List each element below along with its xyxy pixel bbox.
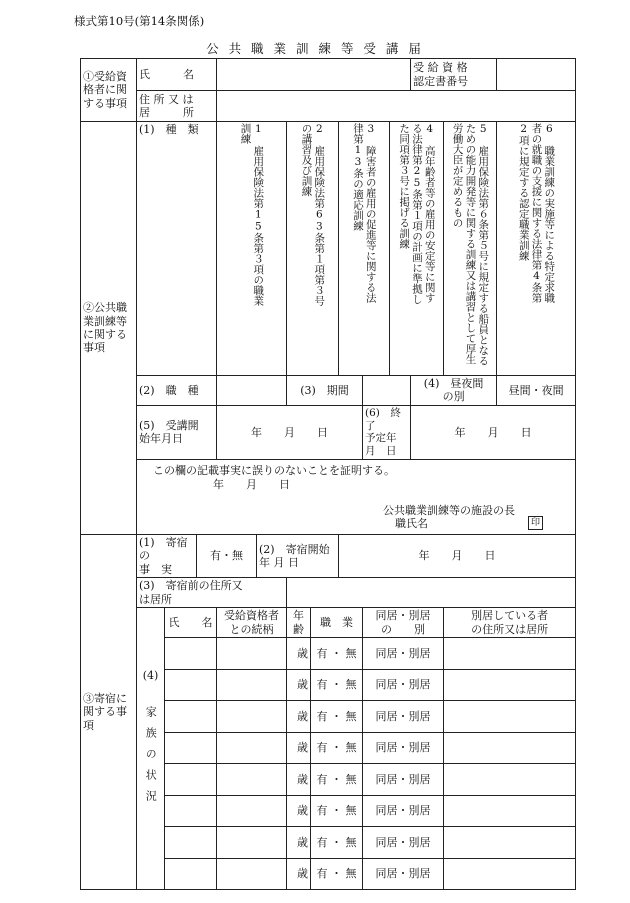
family-job-cell[interactable]: 有 ・ 無	[311, 795, 363, 827]
period-field[interactable]	[363, 376, 411, 406]
seal-stamp: 印	[528, 516, 543, 530]
lodging-fact-label: (1) 寄宿の 事 実	[137, 535, 197, 578]
family-name-cell[interactable]	[165, 764, 217, 796]
family-address-cell[interactable]	[444, 638, 576, 670]
family-job-cell[interactable]: 有 ・ 無	[311, 827, 363, 859]
header-relationship: 受給資格者 との続柄	[217, 608, 287, 638]
training-type-3[interactable]	[339, 122, 390, 376]
family-relation-cell[interactable]	[217, 827, 287, 859]
family-name-cell[interactable]	[165, 669, 217, 701]
period-label: (3) 期間	[287, 376, 363, 406]
form-number: 様式第10号(第14条関係)	[74, 14, 205, 28]
section2-label: ②公共職業訓練等に関する事項	[81, 122, 137, 535]
family-age-cell[interactable]: 歳	[287, 827, 311, 859]
family-address-cell[interactable]	[444, 827, 576, 859]
family-address-cell[interactable]	[444, 732, 576, 764]
certification-box	[137, 460, 576, 535]
family-job-cell[interactable]: 有 ・ 無	[311, 858, 363, 890]
header-separate-address: 別居している者 の住所又は居所	[444, 608, 576, 638]
training-type-label: (1) 種 類	[137, 122, 217, 376]
lodging-start-label: (2) 寄宿開始 年 月 日	[257, 535, 339, 578]
family-job-cell[interactable]: 有 ・ 無	[311, 701, 363, 733]
training-type-4[interactable]	[390, 122, 444, 376]
family-address-cell[interactable]	[444, 701, 576, 733]
family-relation-cell[interactable]	[217, 669, 287, 701]
family-address-cell[interactable]	[444, 764, 576, 796]
family-relation-cell[interactable]	[217, 732, 287, 764]
cert-number-field[interactable]	[497, 59, 576, 91]
prev-address-label: (3) 寄宿前の住所又 は居所	[137, 578, 287, 608]
certification-text: この欄の記載事実に誤りのないことを証明する。	[153, 464, 395, 477]
family-cohabitation-cell[interactable]: 同居・別居	[363, 701, 444, 733]
family-age-cell[interactable]: 歳	[287, 669, 311, 701]
family-name-cell[interactable]	[165, 732, 217, 764]
family-name-cell[interactable]	[165, 827, 217, 859]
header-age: 年齢	[287, 608, 311, 638]
training-type-1-text: 1 雇用保険法第15条第３項の職業訓練	[239, 123, 265, 306]
family-cohabitation-cell[interactable]: 同居・別居	[363, 732, 444, 764]
occupation-label: (2) 職 種	[137, 376, 217, 406]
family-status-number: (4)	[142, 668, 159, 682]
family-job-cell[interactable]: 有 ・ 無	[311, 732, 363, 764]
family-job-cell[interactable]: 有 ・ 無	[311, 669, 363, 701]
document-title: 公 共 職 業 訓 練 等 受 講 届	[206, 41, 424, 56]
prev-address-field[interactable]	[287, 578, 576, 608]
family-name-cell[interactable]	[165, 701, 217, 733]
family-cohabitation-cell[interactable]: 同居・別居	[363, 669, 444, 701]
family-age-cell[interactable]: 歳	[287, 732, 311, 764]
training-type-1[interactable]	[217, 122, 287, 376]
family-cohabitation-cell[interactable]: 同居・別居	[363, 795, 444, 827]
training-type-2[interactable]	[287, 122, 339, 376]
certification-date: 年 月 日	[213, 478, 290, 491]
header-job: 職 業	[311, 608, 363, 638]
header-cohabitation: 同居・別居 の 別	[363, 608, 444, 638]
application-form-table	[80, 58, 576, 890]
day-night-label: (4) 昼夜間 の別	[411, 376, 497, 406]
training-type-4-text: 4 高年齢者等の雇用の安定等に関する法律第25条第１項の計画に準拠した同項第３号に掲げる訓練	[398, 123, 436, 305]
training-type-2-text: 2 雇用保険法第63条第１項第３号の講習及び訓練	[300, 123, 326, 306]
family-age-cell[interactable]: 歳	[287, 795, 311, 827]
family-age-cell[interactable]: 歳	[287, 858, 311, 890]
family-cohabitation-cell[interactable]: 同居・別居	[363, 827, 444, 859]
family-cohabitation-cell[interactable]: 同居・別居	[363, 858, 444, 890]
family-name-cell[interactable]	[165, 795, 217, 827]
family-job-cell[interactable]: 有 ・ 無	[311, 638, 363, 670]
family-age-cell[interactable]: 歳	[287, 701, 311, 733]
lodging-start-date[interactable]: 年 月 日	[339, 535, 576, 578]
family-cohabitation-cell[interactable]: 同居・別居	[363, 638, 444, 670]
end-date-field[interactable]: 年 月 日	[411, 405, 576, 459]
family-age-cell[interactable]: 歳	[287, 638, 311, 670]
lodging-fact-value[interactable]: 有・無	[197, 535, 257, 578]
address-field[interactable]	[217, 91, 576, 122]
family-address-cell[interactable]	[444, 795, 576, 827]
family-age-cell[interactable]: 歳	[287, 764, 311, 796]
occupation-field[interactable]	[217, 376, 287, 406]
training-type-5[interactable]	[444, 122, 497, 376]
name-field[interactable]	[217, 59, 411, 91]
family-address-cell[interactable]	[444, 669, 576, 701]
family-name-cell[interactable]	[165, 858, 217, 890]
family-cohabitation-cell[interactable]: 同居・別居	[363, 764, 444, 796]
section1-label: ①受給資格者に関する事項	[81, 59, 137, 122]
training-type-5-text: 5 雇用保険法第６条第５号に規定する船員となるための能力開発等に関する訓練又は講習として厚生労働大臣が定めるもの	[451, 123, 490, 366]
family-name-cell[interactable]	[165, 638, 217, 670]
training-type-6[interactable]	[497, 122, 576, 376]
family-relation-cell[interactable]	[217, 701, 287, 733]
training-type-6-text: 6 職業訓練の実施等による特定求職者の就職の支援に関する法律第4条第2項に規定する認定職業訓練	[517, 123, 556, 303]
training-type-3-text: 3 障害者の雇用の促進等に関する法律第13条の適応訓練	[352, 123, 377, 303]
family-relation-cell[interactable]	[217, 858, 287, 890]
officer-name-label: 職氏名	[395, 517, 428, 530]
family-relation-cell[interactable]	[217, 764, 287, 796]
address-label: 住 所 又 は 居 所	[137, 91, 217, 122]
family-status-text: 家族の状況	[144, 705, 158, 811]
start-date-label: (5) 受講開 始年月日	[137, 405, 217, 459]
start-date-field[interactable]: 年 月 日	[217, 405, 363, 459]
family-status-label	[137, 608, 165, 890]
cert-number-label: 受 給 資 格 認定書番号	[411, 59, 497, 91]
family-relation-cell[interactable]	[217, 795, 287, 827]
family-relation-cell[interactable]	[217, 638, 287, 670]
end-date-label: (6) 終了 予定年 月 日	[363, 405, 411, 459]
name-label: 氏 名	[137, 59, 217, 91]
family-address-cell[interactable]	[444, 858, 576, 890]
facility-head-label: 公共職業訓練等の施設の長	[383, 504, 515, 517]
family-job-cell[interactable]: 有 ・ 無	[311, 764, 363, 796]
section3-label: ③寄宿に関する事項	[81, 535, 137, 890]
header-name: 氏 名	[165, 608, 217, 638]
day-night-value[interactable]: 昼間・夜間	[497, 376, 576, 406]
